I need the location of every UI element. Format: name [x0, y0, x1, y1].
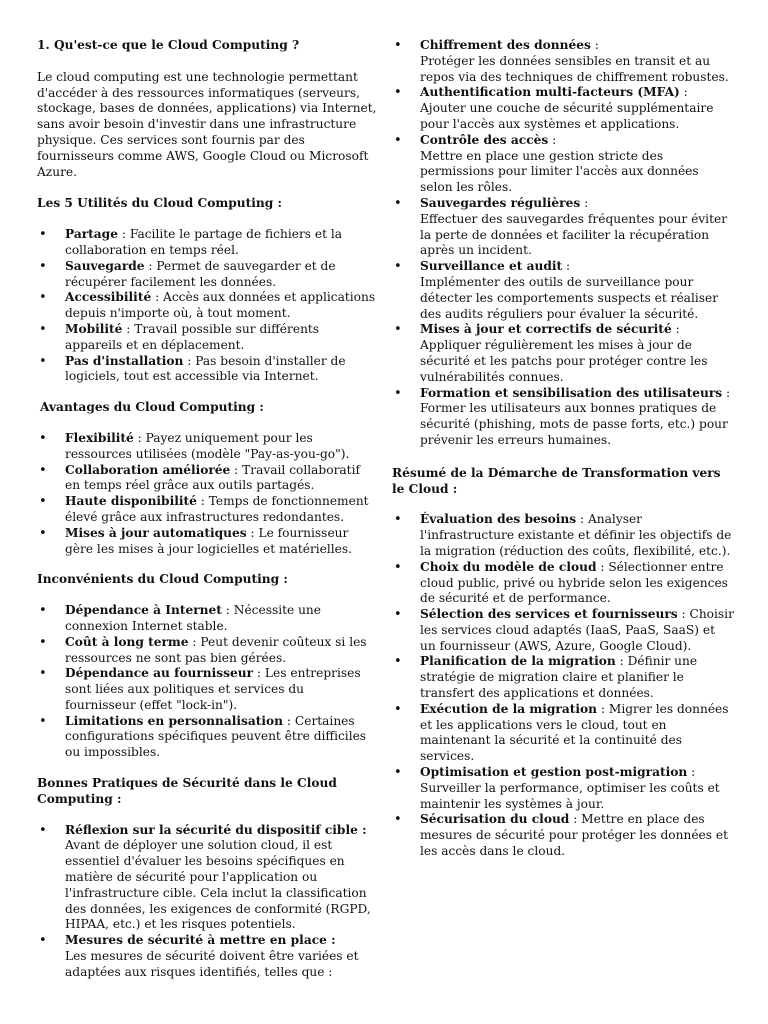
item-text: Effectuer des sauvegardes fréquentes pour éviter la perte de données et faciliter la récupération après un incident. — [420, 211, 728, 258]
item-text: Former les utilisateurs aux bonnes pratiques de sécurité (phishing, mots de passe forts, etc.) pour prévenir les erreurs humaines. — [420, 401, 728, 447]
item-term: Évaluation des besoins — [420, 512, 577, 527]
list-item — [392, 259, 734, 322]
item-text: Protéger les données sensibles en transit et au repos via des techniques de chiffrement robustes. — [420, 53, 729, 84]
list-item — [392, 386, 734, 449]
item-text: Mettre en place une gestion stricte des permissions pour limiter l'accès aux données selon les rôles. — [420, 148, 699, 195]
item-term: Contrôle des accès — [420, 132, 549, 147]
list-item — [37, 635, 377, 667]
item-text: : Travail collaboratif en temps réel grâce aux outils partagés. — [65, 462, 360, 493]
list-item — [37, 714, 377, 761]
item-text: : Choisir les services cloud adaptés (IaaS, PaaS, SaaS) et un fournisseur (AWS, Azure, Google Cloud). — [420, 607, 734, 653]
list-item — [392, 196, 734, 259]
item-term: Optimisation et gestion post-migration — [420, 765, 688, 780]
item-term: Authentification multi-facteurs (MFA) — [420, 85, 680, 100]
item-term: Partage — [65, 227, 118, 242]
list-item — [37, 354, 377, 386]
list-item — [37, 322, 377, 354]
list-item — [392, 560, 734, 607]
item-text: : Sélectionner entre cloud public, privé ou hybride selon les exigences de sécurité et de performance. — [420, 559, 728, 606]
item-text: : Certaines configurations spécifiques peuvent être difficiles ou impossibles. — [65, 713, 367, 760]
list-item — [37, 666, 377, 713]
item-text: Avant de déployer une solution cloud, il est essentiel d'évaluer les besoins spécifiques en matière de sécurité pour l'application ou l'infrastructure cible. Cela inclut la classification des données, les exigences de conformité (RGPD, HIPAA, etc.) et les risques potentiels. — [65, 838, 371, 932]
item-sep: : — [590, 38, 599, 52]
item-term: Dépendance au fournisseur — [65, 666, 254, 681]
list-item — [37, 290, 377, 322]
item-text: : Nécessite une connexion Internet stable. — [65, 603, 321, 633]
item-term: Exécution de la migration — [420, 701, 597, 716]
list-item — [392, 133, 734, 196]
item-term: Réflexion sur la sécurité du dispositif cible : — [65, 822, 367, 837]
item-text: : Facilite le partage de fichiers et la collaboration en temps réel. — [65, 227, 343, 257]
item-term: Collaboration améliorée — [65, 462, 231, 477]
item-term: Surveillance et audit — [420, 259, 563, 274]
item-text: : Payez uniquement pour les ressources utilisées (modèle "Pay-as-you-go"). — [65, 430, 350, 461]
utilites-heading: Les 5 Utilités du Cloud Computing : — [37, 196, 282, 211]
item-text: : Permet de sauvegarder et de récupérer facilement les données. — [65, 258, 336, 289]
item-text: : Accès aux données et applications depuis n'importe où, à tout moment. — [65, 290, 376, 321]
item-term: Choix du modèle de cloud — [420, 559, 597, 574]
intro-paragraph: Le cloud computing est une technologie permettant d'accéder à des ressources informatiques (serveurs, stockage, bases de données, applications) via Internet, sans avoir besoin d'investir dans une infrastructure physique. Ces services sont fournis par des fournisseurs comme AWS, Google Cloud ou Microsoft Azure. — [37, 69, 377, 179]
item-text: : Peut devenir coûteux si les ressources ne sont pas bien gérées. — [65, 634, 367, 665]
item-text: : Le fournisseur gère les mises à jour logicielles et matérielles. — [65, 525, 353, 556]
avantages-heading: Avantages du Cloud Computing : — [40, 400, 264, 415]
list-item — [392, 512, 734, 559]
list-item — [37, 933, 377, 980]
item-term: Coût à long terme — [65, 634, 189, 649]
item-term: Sélection des services et fournisseurs — [420, 607, 678, 622]
item-text: : Mettre en place des mesures de sécurité pour protéger les données et les accès dans le cloud. — [420, 812, 728, 859]
right-column — [392, 38, 734, 860]
item-text: Appliquer régulièrement les mises à jour de sécurité et les patchs pour protéger contre les vulnérabilités connues. — [420, 338, 708, 384]
list-item — [37, 431, 377, 463]
item-term: Accessibilité — [65, 290, 152, 305]
item-text: : Les entreprises sont liées aux politiques et services du fournisseur (effet "lock-in"). — [65, 666, 361, 712]
item-text: Ajouter une couche de sécurité supplémentaire pour l'accès aux systèmes et applications. — [420, 101, 714, 131]
item-sep: : — [722, 385, 731, 400]
item-sep: : — [562, 259, 571, 274]
avantages-list — [37, 431, 377, 557]
securite-section — [37, 776, 377, 981]
inconvenients-section — [37, 572, 377, 761]
demarche-section — [392, 466, 734, 860]
list-item — [37, 526, 377, 558]
item-term: Limitations en personnalisation — [65, 713, 284, 728]
item-sep: : — [679, 85, 688, 100]
list-item — [392, 607, 734, 654]
list-item — [392, 85, 734, 132]
inconvenients-heading: Inconvénients du Cloud Computing : — [37, 572, 288, 587]
item-term: Pas d'installation — [65, 353, 184, 368]
item-term: Mises à jour et correctifs de sécurité — [420, 322, 672, 337]
item-term: Planification de la migration — [420, 654, 616, 669]
list-item — [392, 322, 734, 385]
item-text: : Surveiller la performance, optimiser les coûts et maintenir les systèmes à jour. — [420, 765, 720, 811]
item-term: Mises à jour automatiques — [65, 525, 247, 540]
item-text: : Pas besoin d'installer de logiciels, tout est accessible via Internet. — [65, 353, 346, 384]
item-text: Les mesures de sécurité doivent être variées et adaptées aux risques identifiés, telles que : — [65, 949, 359, 979]
list-item — [37, 823, 377, 934]
item-sep: : — [548, 132, 557, 147]
utilites-section — [37, 196, 377, 385]
item-text: : Migrer les données et les applications vers le cloud, tout en maintenant la sécurité et la continuité des services. — [420, 701, 729, 764]
item-text: : Analyser l'infrastructure existante et définir les objectifs de la migration (réduction des coûts, flexibilité, etc.). — [420, 512, 732, 558]
item-term: Mobilité — [65, 321, 123, 336]
list-item — [392, 765, 734, 812]
list-item — [37, 227, 377, 259]
item-term: Sauvegarde — [65, 258, 145, 273]
list-item — [392, 702, 734, 765]
list-item — [37, 259, 377, 291]
avantages-section — [37, 400, 377, 416]
list-item — [37, 494, 377, 526]
list-item — [392, 654, 734, 701]
item-text: Implémenter des outils de surveillance pour détecter les comportements suspects et réaliser des audits réguliers pour évaluer la sécurité. — [420, 274, 719, 321]
list-item — [37, 603, 377, 635]
demarche-heading: Résumé de la Démarche de Transformation vers le Cloud : — [392, 465, 721, 496]
left-column — [37, 38, 377, 981]
item-term: Formation et sensibilisation des utilisateurs — [420, 385, 723, 400]
list-item — [392, 38, 734, 85]
item-sep: : — [671, 322, 680, 337]
item-term: Dépendance à Internet — [65, 603, 222, 618]
item-term: Mesures de sécurité à mettre en place : — [65, 933, 336, 948]
item-term: Haute disponibilité — [65, 494, 197, 509]
list-item — [37, 463, 377, 495]
item-term: Sécurisation du cloud — [420, 812, 570, 827]
intro-heading: 1. Qu'est-ce que le Cloud Computing ? — [37, 38, 300, 52]
item-term: Flexibilité — [65, 430, 134, 445]
item-sep: : — [580, 195, 589, 210]
item-text: : Définir une stratégie de migration claire et planifier le transfert des applications et données. — [420, 654, 698, 701]
item-term: Sauvegardes régulières — [420, 195, 581, 210]
item-text: : Temps de fonctionnement élevé grâce aux infrastructures redondantes. — [65, 494, 369, 524]
item-term: Chiffrement des données — [420, 38, 591, 52]
mesures-list — [392, 38, 734, 449]
list-item — [392, 812, 734, 859]
item-text: : Travail possible sur différents appareils et en déplacement. — [65, 321, 320, 352]
securite-heading: Bonnes Pratiques de Sécurité dans le Cloud Computing : — [37, 776, 337, 806]
